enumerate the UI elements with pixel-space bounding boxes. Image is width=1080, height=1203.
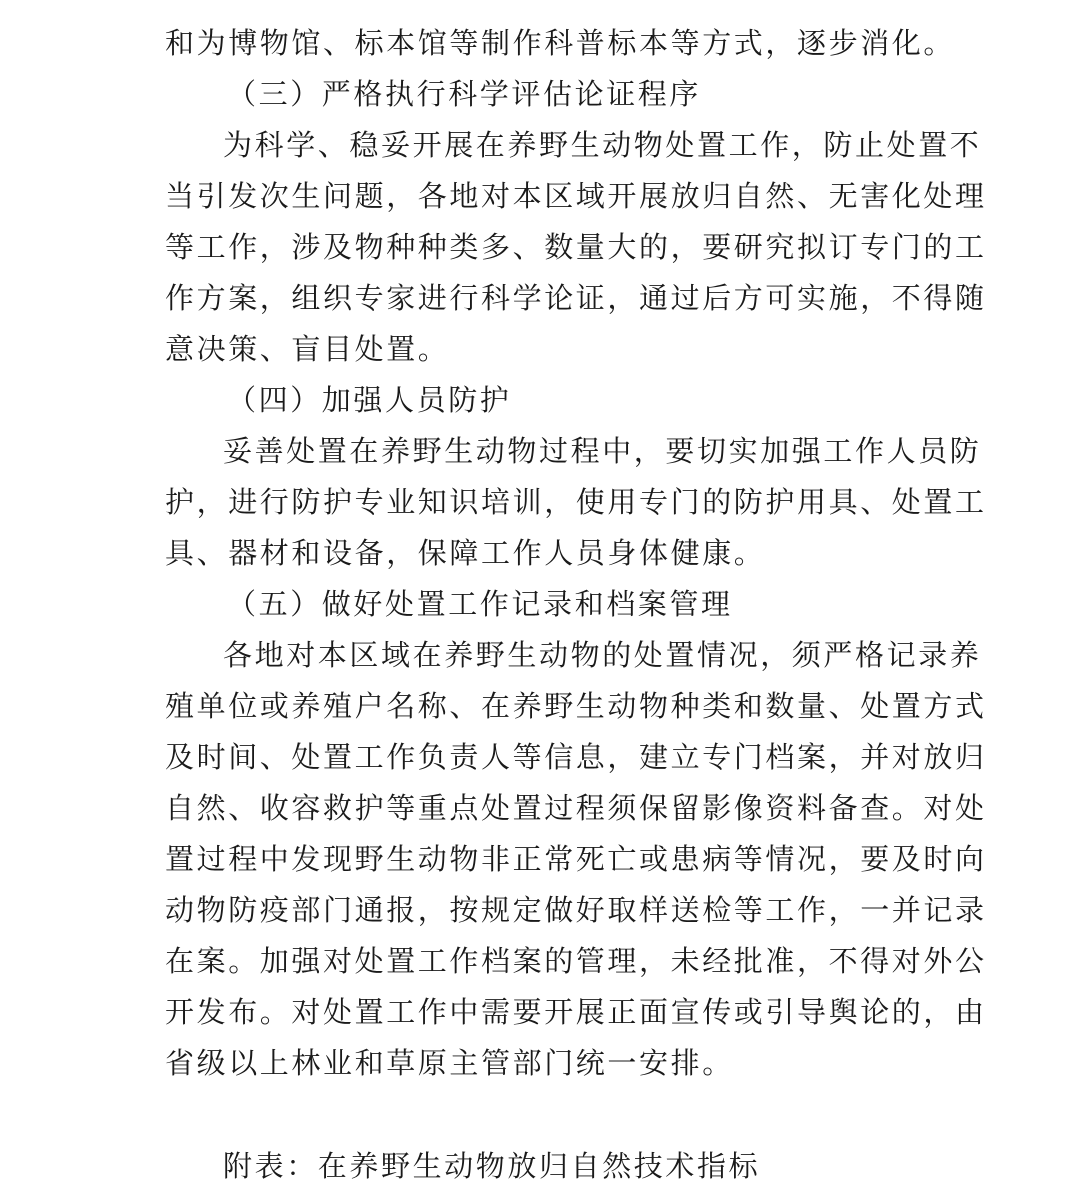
spacer	[165, 1089, 925, 1141]
paragraph-line: 动物防疫部门通报，按规定做好取样送检等工作，一并记录	[165, 893, 987, 927]
section-heading-5: （五）做好处置工作记录和档案管理	[227, 587, 733, 621]
section-heading-4: （四）加强人员防护	[227, 383, 512, 417]
paragraph-line: 意决策、盲目处置。	[165, 332, 450, 366]
paragraph-line: 作方案，组织专家进行科学论证，通过后方可实施，不得随	[165, 281, 987, 315]
paragraph-line: 妥善处置在养野生动物过程中，要切实加强工作人员防	[223, 434, 982, 468]
paragraph-line: 护，进行防护专业知识培训，使用专门的防护用具、处置工	[165, 485, 987, 519]
paragraph-line: 及时间、处置工作负责人等信息，建立专门档案，并对放归	[165, 740, 987, 774]
paragraph-line: 各地对本区域在养野生动物的处置情况，须严格记录养	[223, 638, 982, 672]
paragraph-line: 殖单位或养殖户名称、在养野生动物种类和数量、处置方式	[165, 689, 987, 723]
appendix-reference: 附表：在养野生动物放归自然技术指标	[223, 1149, 761, 1183]
document-page	[165, 18, 987, 1192]
paragraph-line: 当引发次生问题，各地对本区域开展放归自然、无害化处理	[165, 179, 987, 213]
paragraph-line: 自然、收容救护等重点处置过程须保留影像资料备查。对处	[165, 791, 987, 825]
paragraph-line: 开发布。对处置工作中需要开展正面宣传或引导舆论的，由	[165, 995, 987, 1029]
paragraph-line: 等工作，涉及物种种类多、数量大的，要研究拟订专门的工	[165, 230, 987, 264]
section-heading-3: （三）严格执行科学评估论证程序	[227, 77, 702, 111]
paragraph-line: 在案。加强对处置工作档案的管理，未经批准，不得对外公	[165, 944, 987, 978]
paragraph-line: 置过程中发现野生动物非正常死亡或患病等情况，要及时向	[165, 842, 987, 876]
paragraph-line: 省级以上林业和草原主管部门统一安排。	[165, 1046, 734, 1080]
paragraph-line: 和为博物馆、标本馆等制作科普标本等方式，逐步消化。	[165, 26, 956, 60]
paragraph-line: 为科学、稳妥开展在养野生动物处置工作，防止处置不	[223, 128, 982, 162]
paragraph-line: 具、器材和设备，保障工作人员身体健康。	[165, 536, 766, 570]
